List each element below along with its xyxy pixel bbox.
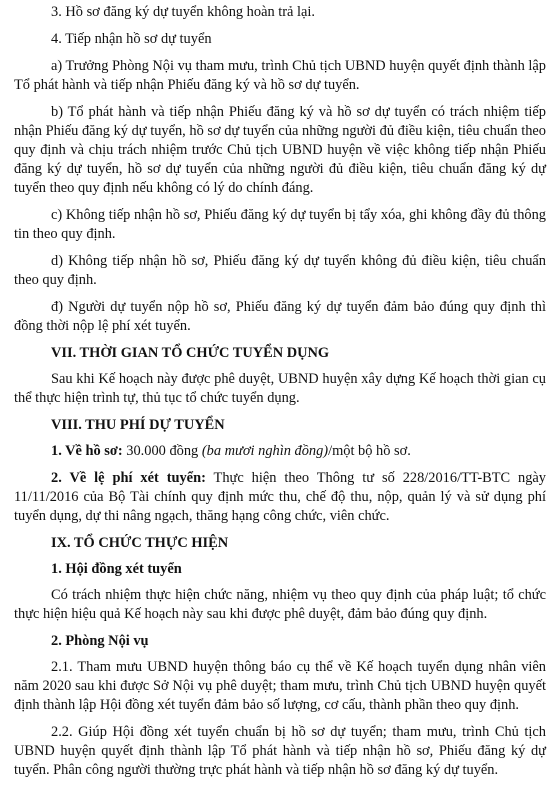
section-8-item-2 — [14, 469, 546, 526]
section-9-sub-1-heading: 1. Hội đồng xét tuyển — [51, 561, 182, 577]
paragraph-item-4d: d) Không tiếp nhận hồ sơ, Phiếu đăng ký dự tuyển không đủ điều kiện, tiêu chuẩn theo quy định. — [14, 253, 546, 288]
paragraph-item-4-heading: 4. Tiếp nhận hồ sơ dự tuyển — [51, 31, 212, 47]
section-9-heading: IX. TỔ CHỨC THỰC HIỆN — [51, 535, 229, 551]
section-7-heading: VII. THỜI GIAN TỔ CHỨC TUYỂN DỤNG — [51, 345, 330, 361]
item-1-value: 30.000 đồng — [122, 443, 202, 459]
item-2-text: Thực hiện theo Thông tư số 228/2016/TT-BTC ngày 11/11/2016 của Bộ Tài chính quy định mức thu, chế độ thu, nộp, quản lý và sử dụng phí tuyển dụng, dự thi nâng ngạch, thăng hạng công chức, viên chức. — [14, 470, 546, 524]
section-7-text: Sau khi Kế hoạch này được phê duyệt, UBND huyện xây dựng Kế hoạch thời gian cụ thể thực hiện trình tự, thủ tục tổ chức tuyển dụng. — [14, 371, 546, 406]
section-8-heading: VIII. THU PHÍ DỰ TUYỂN — [51, 417, 225, 433]
item-1-tail: /một bộ hồ sơ. — [328, 443, 411, 459]
section-8-item-1 — [14, 442, 546, 461]
paragraph-item-4a: a) Trưởng Phòng Nội vụ tham mưu, trình Chủ tịch UBND huyện quyết định thành lập Tổ phát hành và tiếp nhận Phiếu đăng ký và hồ sơ dự tuyển. — [14, 58, 546, 93]
item-1-label: 1. Về hồ sơ: — [51, 443, 123, 459]
paragraph-item-4dd: đ) Người dự tuyển nộp hồ sơ, Phiếu đăng ký dự tuyển đảm bảo đúng quy định thì đồng thời nộp lệ phí xét tuyển. — [14, 299, 546, 334]
item-2-label: 2. Về lệ phí xét tuyển: — [51, 470, 206, 486]
paragraph-item-4b: b) Tổ phát hành và tiếp nhận Phiếu đăng ký và hồ sơ dự tuyển có trách nhiệm tiếp nhận Phiếu đăng ký dự tuyển, hồ sơ dự tuyển của những người đủ điều kiện, tiêu chuẩn theo quy định và chịu trách nhiệm trước Chủ tịch UBND huyện về việc không tiếp nhận Phiếu đăng ký dự tuyển, hồ sơ dự tuyển của những người đủ điều kiện, tiêu chuẩn đăng ký dự tuyển theo quy định nếu không có lý do chính đáng. — [14, 104, 546, 196]
section-9-sub-2-heading: 2. Phòng Nội vụ — [51, 633, 149, 649]
item-1-italic: (ba mươi nghìn đồng) — [201, 443, 329, 459]
section-9-sub-2-p1: 2.1. Tham mưu UBND huyện thông báo cụ thể về Kế hoạch tuyển dụng nhân viên năm 2020 sau khi được Sở Nội vụ phê duyệt; tham mưu, trình Chủ tịch UBND huyện quyết định thành lập Hội đồng xét tuyển đảm bảo số lượng, cơ cấu, thành phần theo quy định. — [14, 659, 546, 713]
section-9-sub-1-text: Có trách nhiệm thực hiện chức năng, nhiệm vụ theo quy định của pháp luật; tổ chức thực hiện hiệu quả Kế hoạch này sau khi được phê duyệt, đảm bảo đúng quy định. — [14, 587, 546, 622]
section-9-sub-2-p2: 2.2. Giúp Hội đồng xét tuyển chuẩn bị hồ sơ dự tuyển; tham mưu, trình Chủ tịch UBND huyện quyết định thành lập Tổ phát hành và tiếp nhận hồ sơ, Phiếu đăng ký dự tuyển. Phân công người thường trực phát hành và tiếp nhận hồ sơ đăng ký dự tuyển. — [14, 724, 546, 778]
paragraph-item-3: 3. Hồ sơ đăng ký dự tuyển không hoàn trả lại. — [51, 4, 316, 20]
paragraph-item-4c: c) Không tiếp nhận hồ sơ, Phiếu đăng ký dự tuyển bị tẩy xóa, ghi không đầy đủ thông tin theo quy định. — [14, 207, 546, 242]
